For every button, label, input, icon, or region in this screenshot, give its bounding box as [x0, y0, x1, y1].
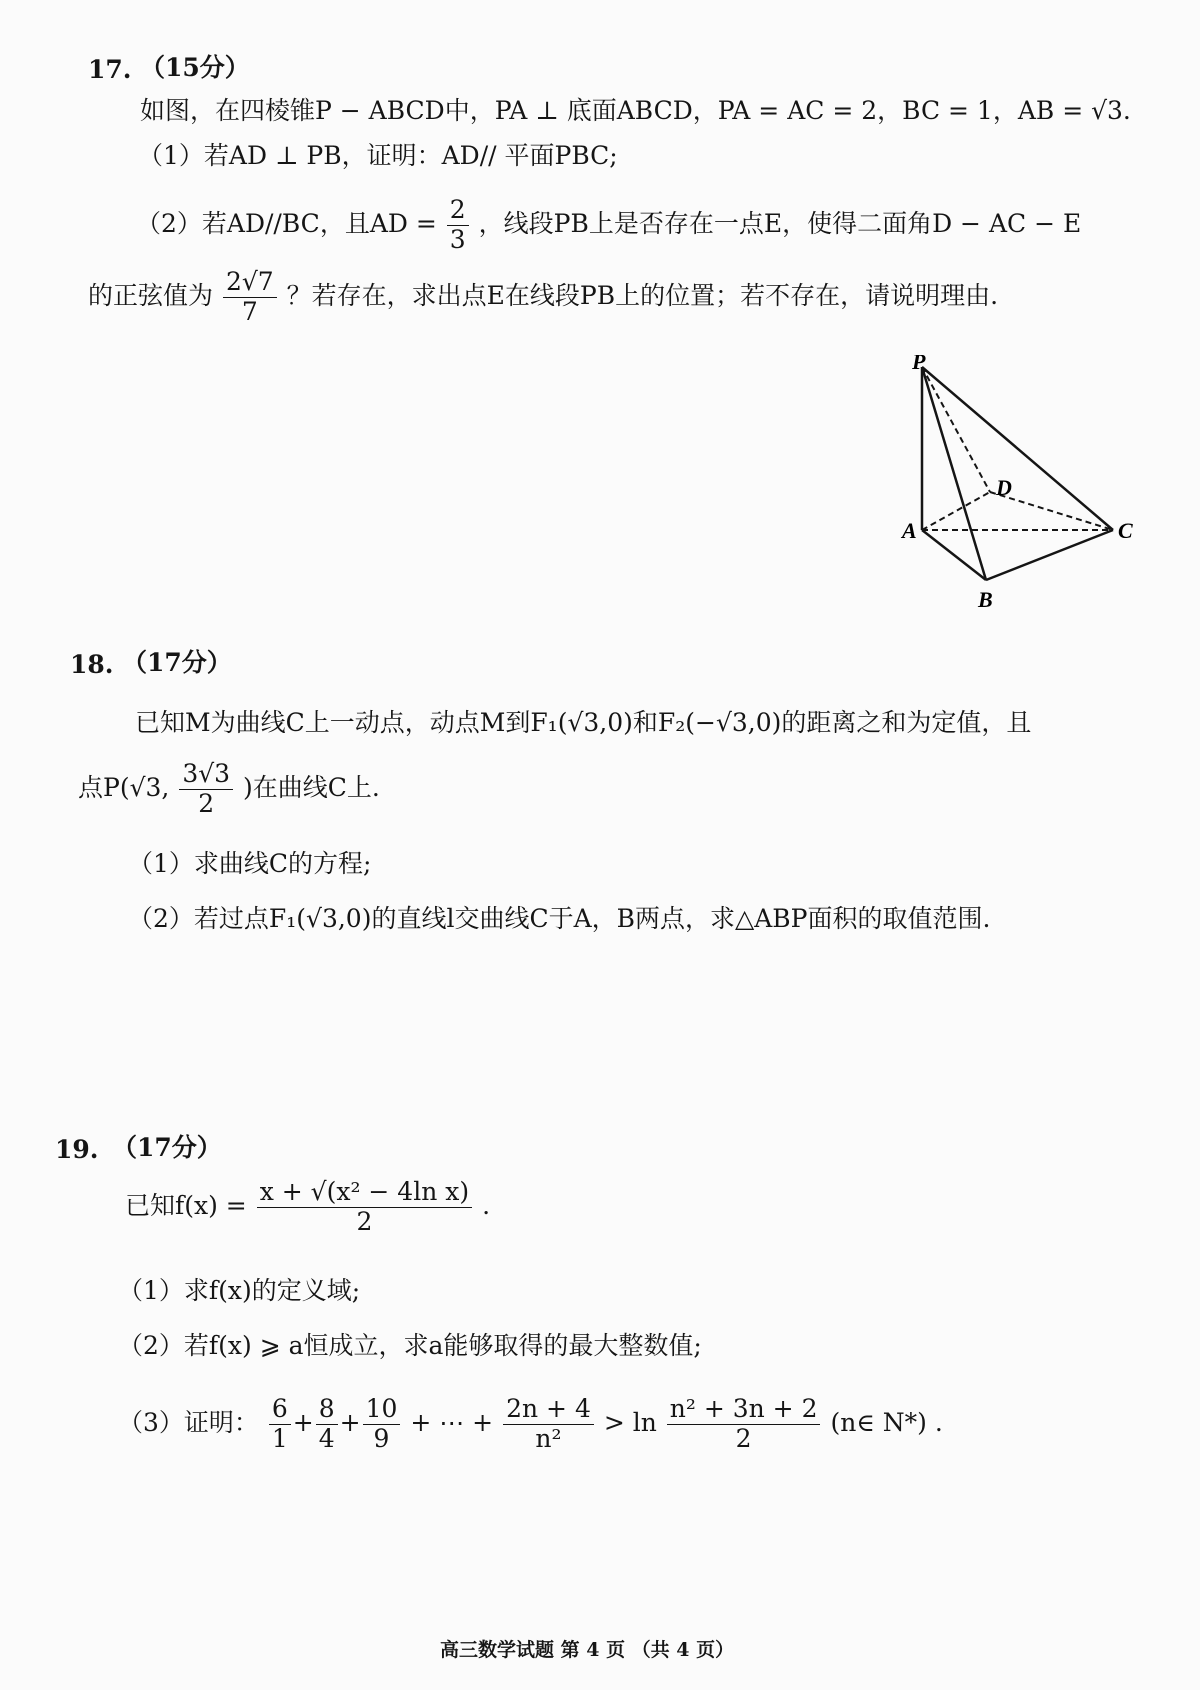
q17-part2-text-c: 的正弦值为 — [88, 280, 214, 310]
pyramid-figure — [890, 355, 1150, 635]
q17-frac2-denominator: 7 — [241, 296, 258, 326]
label-P: P — [912, 355, 926, 374]
label-A: A — [902, 518, 917, 543]
edge-PB — [922, 367, 986, 580]
edge-PC — [922, 367, 1113, 530]
q19-term-3-num: 10 — [363, 1395, 401, 1425]
q19-term-2 — [316, 1395, 338, 1454]
q17-score: （15分） — [140, 53, 250, 82]
q18-number: 18. — [70, 650, 114, 679]
q19-term-last-den: n² — [535, 1423, 562, 1453]
q17-part2-text-b: ，线段PB上是否存在一点E，使得二面角D − AC − E — [478, 208, 1082, 238]
q17-number: 17. — [88, 55, 132, 84]
q19-part1: （1）求f(x)的定义域; — [118, 1276, 361, 1305]
q19-part3-label: （3）证明： — [118, 1407, 259, 1437]
q19-def-text-b: . — [482, 1190, 491, 1220]
q17-part2-line2 — [88, 268, 998, 327]
q19-frac-numerator: x + √(x² − 4ln x) — [257, 1178, 472, 1208]
q17-fraction-sine-value — [223, 268, 277, 327]
label-D: D — [996, 475, 1012, 500]
q18-frac-denominator: 2 — [198, 788, 215, 818]
q19-rhs-fraction — [667, 1395, 821, 1454]
q19-number: 19. — [55, 1135, 99, 1164]
q19-fraction-f — [257, 1178, 472, 1237]
q18-part1: （1）求曲线C的方程; — [128, 849, 372, 878]
q18-point-text-a: 点P(√3, — [78, 772, 170, 802]
q19-term-1-num: 6 — [269, 1395, 291, 1425]
q18-part2: （2）若过点F₁(√3,0)的直线l交曲线C于A，B两点，求△ABP面积的取值范围. — [128, 904, 991, 933]
q19-part3: （3）证明： $\frac{6}{1}$ + $\frac{8}{4}$ + $\frac{10}{9}$ + ⋯ + $\frac{2n + 4}{\text{n²}}$ > ln $\frac{\text{n² + 3n + 2}}{2}$ (n∈ N*) . — [118, 1394, 943, 1453]
q18-fraction-y-coordinate — [179, 760, 233, 819]
q19-term-1 — [269, 1395, 291, 1454]
q19-rhs-den: 2 — [735, 1423, 752, 1453]
q17-part2-text-d: ？若存在，求出点E在线段PB上的位置；若不存在，请说明理由. — [286, 280, 999, 310]
q19-term-last — [503, 1395, 594, 1454]
q19-part3-gt-ln: > ln — [603, 1407, 657, 1437]
q19-term-2-den: 4 — [318, 1423, 335, 1453]
q19-rhs-num: n² + 3n + 2 — [667, 1395, 821, 1425]
q19-term-3 — [363, 1395, 401, 1454]
q19-part3-tail: (n∈ N*) . — [830, 1407, 943, 1437]
q17-part2-text-a: （2）若AD//BC，且AD = — [136, 208, 437, 238]
q17-fraction-two-thirds — [447, 196, 469, 255]
q18-score: （17分） — [122, 648, 232, 677]
q19-term-last-num: 2n + 4 — [503, 1395, 594, 1425]
q19-term-3-den: 9 — [373, 1423, 390, 1453]
q18-frac-numerator: 3√3 — [179, 760, 233, 790]
edge-AB — [922, 530, 986, 580]
q19-definition — [125, 1178, 490, 1237]
q19-part2: （2）若f(x) ⩾ a恒成立，求a能够取得的最大整数值; — [118, 1331, 702, 1360]
edge-AD — [922, 492, 990, 530]
q19-def-text-a: 已知f(x) = — [125, 1190, 247, 1220]
q17-frac2-numerator: 2√7 — [223, 268, 277, 298]
q18-statement-line2 — [78, 760, 380, 819]
q19-term-1-den: 1 — [271, 1423, 288, 1453]
q19-part3-dots: + ⋯ + — [410, 1407, 494, 1437]
q18-statement-line1: 已知M为曲线C上一动点，动点M到F₁(√3,0)和F₂(−√3,0)的距离之和为定值，且 — [135, 708, 1032, 737]
q17-part1: （1）若AD ⊥ PB，证明：AD// 平面PBC; — [138, 141, 618, 170]
q19-frac-denominator: 2 — [356, 1206, 373, 1236]
q17-frac-numerator: 2 — [447, 196, 469, 226]
q19-score: （17分） — [112, 1133, 222, 1162]
q17-statement: 如图，在四棱锥P − ABCD中，PA ⊥ 底面ABCD，PA = AC = 2，BC = 1，AB = √3. — [140, 96, 1131, 125]
q17-part2-line1 — [136, 196, 1081, 255]
q18-point-text-b: )在曲线C上. — [243, 772, 380, 802]
page-footer: 高三数学试题 第 4 页 （共 4 页） — [440, 1639, 735, 1661]
edge-PD — [922, 367, 990, 492]
edge-BC — [986, 530, 1113, 580]
label-B: B — [978, 587, 993, 612]
q17-frac-denominator: 3 — [449, 224, 466, 254]
q19-term-2-num: 8 — [316, 1395, 338, 1425]
label-C: C — [1118, 518, 1133, 543]
